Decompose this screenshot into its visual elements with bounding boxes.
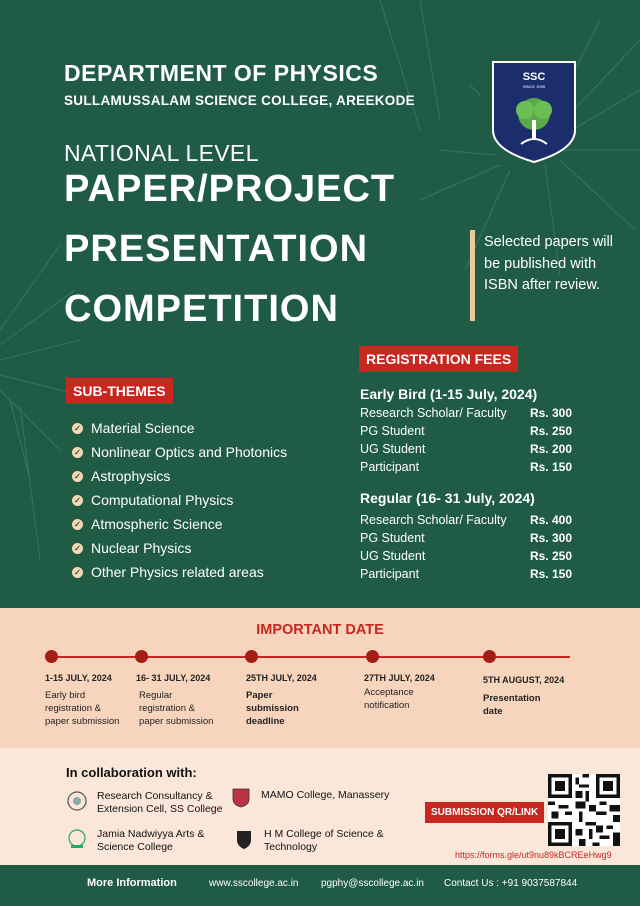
partner-item: H M College of Science & Technology [233,828,403,853]
timeline-desc: Regular registration & paper submission [139,690,214,727]
title-line-2: PRESENTATION [64,228,369,270]
fee-row: Research Scholar/ Faculty Rs. 300 [360,406,572,420]
check-icon: ✓ [72,423,83,434]
fee-row: Participant Rs. 150 [360,567,572,581]
email-link[interactable]: pgphy@sscollege.ac.in [321,878,424,889]
website-link[interactable]: www.sscollege.ac.in [209,878,299,889]
sub-themes-heading: SUB-THEMES [66,378,173,404]
collaboration-heading: In collaboration with: [66,765,197,780]
submission-qr-label: SUBMISSION QR/LINK [425,802,544,823]
hm-crest-icon [233,828,255,850]
list-item: ✓ Nonlinear Optics and Photonics [72,440,287,464]
timeline-date: 25TH JULY, 2024 [246,673,317,683]
fee-row: PG Student Rs. 250 [360,424,572,438]
title-line-1: PAPER/PROJECT [64,168,396,210]
timeline-dot [135,650,148,663]
contact-phone: Contact Us : +91 9037587844 [444,878,578,889]
early-bird-title: Early Bird (1-15 July, 2024) [360,386,538,402]
title-line-3: COMPETITION [64,288,339,330]
partner-item: Jamia Nadwiyya Arts & Science College [66,828,226,853]
timeline-desc: Acceptance notification [364,687,414,711]
department-name: DEPARTMENT OF PHYSICS [64,60,379,86]
important-dates-section [0,608,640,748]
timeline-dot [366,650,379,663]
fee-row: PG Student Rs. 300 [360,531,572,545]
college-logo [491,60,577,164]
list-item: ✓ Nuclear Physics [72,536,287,560]
partner-item: MAMO College, Manassery [230,786,410,808]
timeline-desc: Paper submission deadline [246,690,299,727]
partner-item: Research Consultancy & Extension Cell, SS College [66,790,226,815]
collaboration-section [0,748,640,865]
timeline-date: 16- 31 JULY, 2024 [136,673,211,683]
check-icon: ✓ [72,567,83,578]
sub-themes-list [72,416,287,584]
fee-row: Participant Rs. 150 [360,460,572,474]
timeline-date: 27TH JULY, 2024 [364,673,435,683]
submission-link[interactable]: https://forms.gle/ut9nu89kBCREeHwg9 [455,850,612,860]
timeline-dot [45,650,58,663]
qr-code-icon[interactable] [548,774,620,846]
timeline-desc: Early bird registration & paper submission [45,690,120,727]
more-info-label: More Information [87,877,177,889]
logo-since: SINCE 1995 [522,84,546,89]
mamo-crest-icon [230,786,252,808]
list-item: ✓ Astrophysics [72,464,287,488]
check-icon: ✓ [72,447,83,458]
registration-fees-heading: REGISTRATION FEES [359,346,518,372]
check-icon: ✓ [72,495,83,506]
check-icon: ✓ [72,519,83,530]
fee-row: UG Student Rs. 250 [360,549,572,563]
timeline-date: 1-15 JULY, 2024 [45,673,112,683]
check-icon: ✓ [72,471,83,482]
fee-row: UG Student Rs. 200 [360,442,572,456]
list-item: ✓ Material Science [72,416,287,440]
isbn-accent-bar [470,230,475,321]
timeline-dot [245,650,258,663]
fee-row: Research Scholar/ Faculty Rs. 400 [360,513,572,527]
list-item: ✓ Other Physics related areas [72,560,287,584]
logo-abbr: SSC [522,71,546,83]
important-dates-heading: IMPORTANT DATE [256,622,384,638]
check-icon: ✓ [72,543,83,554]
footer [0,865,640,906]
cell-emblem-icon [66,790,88,812]
timeline-desc: Presentation date [483,693,541,717]
regular-title: Regular (16- 31 July, 2024) [360,490,535,506]
list-item: ✓ Atmospheric Science [72,512,287,536]
competition-level: NATIONAL LEVEL [64,140,259,166]
jamia-emblem-icon [66,828,88,850]
isbn-note: Selected papers will be published with ISBN after review. [484,234,613,293]
timeline-dot [483,650,496,663]
college-name: SULLAMUSSALAM SCIENCE COLLEGE, AREEKODE [64,93,415,108]
timeline-date: 5TH AUGUST, 2024 [483,675,565,685]
list-item: ✓ Computational Physics [72,488,287,512]
